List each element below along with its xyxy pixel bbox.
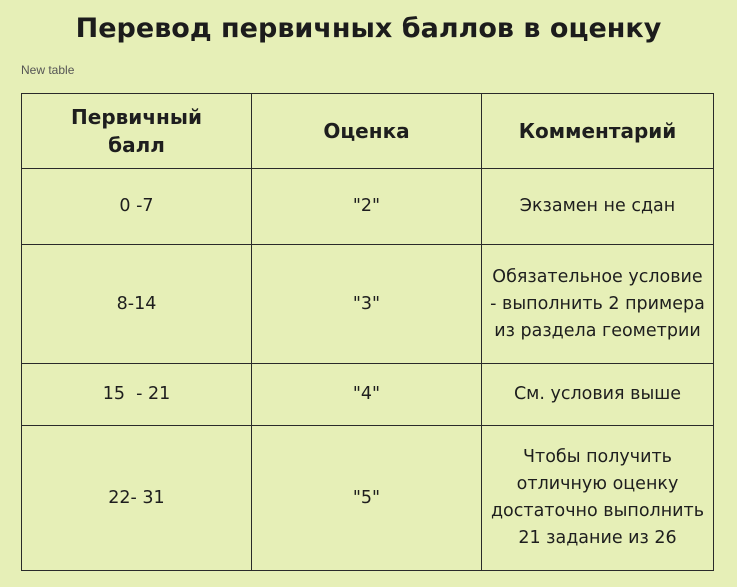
cell-primary-score: 15 - 21 — [22, 364, 252, 426]
header-comment: Комментарий — [482, 94, 714, 169]
score-conversion-table — [21, 93, 714, 571]
cell-comment: Чтобы получить отличную оценку достаточно выполнить 21 задание из 26 — [482, 426, 714, 571]
cell-primary-score: 8-14 — [22, 245, 252, 364]
cell-primary-score: 22- 31 — [22, 426, 252, 571]
cell-primary-score: 0 -7 — [22, 169, 252, 245]
table-row — [22, 426, 714, 571]
cell-grade: "3" — [252, 245, 482, 364]
table-row — [22, 364, 714, 426]
page-title: Перевод первичных баллов в оценку — [75, 13, 662, 44]
table-caption: New table — [21, 63, 75, 77]
table-header-row — [22, 94, 714, 169]
cell-comment: Экзамен не сдан — [482, 169, 714, 245]
table-row — [22, 245, 714, 364]
header-primary-score: Первичный балл — [22, 94, 252, 169]
cell-comment: Обязательное условие - выполнить 2 примера из раздела геометрии — [482, 245, 714, 364]
header-grade: Оценка — [252, 94, 482, 169]
cell-comment: См. условия выше — [482, 364, 714, 426]
cell-grade: "4" — [252, 364, 482, 426]
cell-grade: "2" — [252, 169, 482, 245]
cell-grade: "5" — [252, 426, 482, 571]
table-row — [22, 169, 714, 245]
